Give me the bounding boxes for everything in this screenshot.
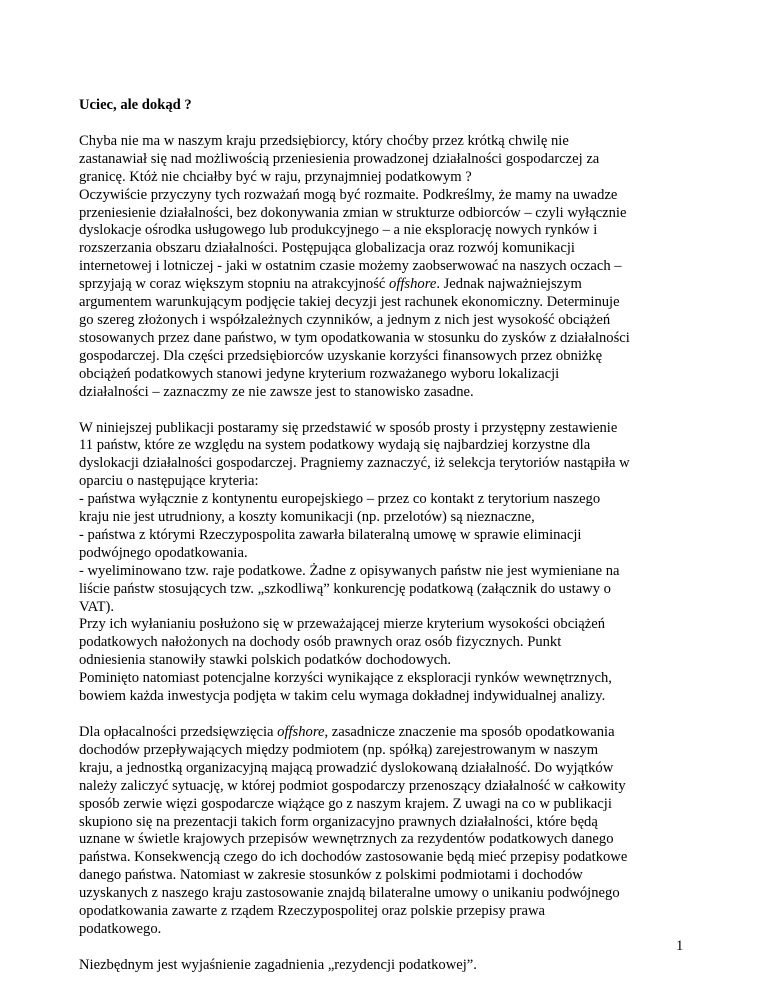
text-line: skupiono się na prezentacji takich form organizacyjno prawnych działalności, które będą — [79, 813, 598, 830]
text-line: stosowanych przez dane państwo, w tym opodatkowania w stosunku do zysków z działalności — [79, 329, 630, 346]
offshore-term: offshore — [389, 276, 437, 293]
text-line: Oczywiście przyczyny tych rozważań mogą być rozmaite. Podkreślmy, że mamy na uwadze — [79, 186, 618, 203]
text-line: sposób zerwie więzi gospodarcze wiążące go z naszym krajem. Z uwagi na co w publikacji — [79, 795, 612, 812]
text-line: rozszerzania obszaru działalności. Postępująca globalizacja oraz rozwój komunikacji — [79, 240, 575, 257]
paragraph-3 — [79, 724, 691, 939]
paragraph-4 — [79, 957, 691, 975]
text-line: zastanawiał się nad możliwością przeniesienia prowadzonej działalności gospodarczej za — [79, 150, 600, 167]
text-line: kraju nie jest utrudniony, a koszty komunikacji (np. przelotów) są nieznaczne, — [79, 509, 535, 526]
text-line: argumentem warunkującym podjęcie takiej decyzji jest rachunek ekonomiczny. Determinuje — [79, 294, 620, 311]
text-line: - wyeliminowano tzw. raje podatkowe. Żadne z opisywanych państw nie jest wymieniane na — [79, 562, 620, 579]
document-title: Uciec, ale dokąd ? — [79, 97, 192, 113]
text-line: internetowej i lotniczej - jaki w ostatnim czasie możemy zaobserwować na naszych oczach – — [79, 258, 622, 275]
offshore-term: offshore — [277, 724, 325, 740]
text-line: opodatkowania zawarte z rządem Rzeczypospolitej oraz polskie przepisy prawa — [79, 903, 545, 920]
page-number: 1 — [676, 938, 684, 954]
text-line: bowiem każda inwestycja podjęta w takim celu wymaga dokładnej indywidualnej analizy. — [79, 688, 606, 705]
text-line: W niniejszej publikacji postaramy się przedstawić w sposób prosty i przystępny zestawienie — [79, 419, 618, 436]
text-line: podatkowych nałożonych na dochody osób prawnych oraz osób fizycznych. Punkt — [79, 634, 562, 651]
text-line: liście państw stosujących tzw. „szkodliwą” konkurencję podatkową (załącznik do ustawy o — [79, 580, 611, 597]
text-line: odniesienia stanowiły stawki polskich podatków dochodowych. — [79, 652, 452, 669]
text-line: go szereg złożonych i współzależnych czynników, a jednym z nich jest wysokość obciążeń — [79, 311, 611, 328]
text-line: granicę. Któż nie chciałby być w raju, przynajmniej podatkowym ? — [79, 168, 472, 185]
text-line: podwójnego opodatkowania. — [79, 544, 248, 561]
text-line: - państwa z którymi Rzeczypospolita zawarła bilateralną umowę w sprawie eliminacji — [79, 526, 582, 543]
text-line: państwa. Konsekwencją czego do ich dochodów zastosowanie będą mieć przepisy podatkowe — [79, 849, 628, 866]
text-line: oparciu o następujące kryteria: — [79, 473, 259, 490]
text-line: VAT). — [79, 598, 115, 615]
text-line: - państwa wyłącznie z kontynentu europejskiego – przez co kontakt z terytorium naszego — [79, 491, 601, 508]
text-line: gospodarczej. Dla części przedsiębiorców uzyskanie korzyści finansowych przez obniżkę — [79, 347, 603, 364]
text-line: działalności – zaznaczmy ze nie zawsze jest to stanowisko zasadne. — [79, 383, 474, 400]
text-line: Pominięto natomiast potencjalne korzyści wynikające z eksploracji rynków wewnętrznych, — [79, 670, 612, 687]
text-line: dyslokacje ośrodka usługowego lub produkcyjnego – a nie eksplorację nowych rynków i — [79, 222, 598, 239]
text-line: danego państwa. Natomiast w zakresie stosunków z polskimi podmiotami i dochodów — [79, 867, 583, 884]
text-line: Dla opłacalności przedsięwzięcia offshore, zasadnicze znaczenie ma sposób opodatkowania — [79, 724, 615, 740]
text-line: Niezbędnym jest wyjaśnienie zagadnienia „rezydencji podatkowej”. — [79, 956, 477, 973]
text-line: 11 państw, które ze względu na system podatkowy wydają się najbardziej korzystne dla — [79, 437, 591, 454]
text-line: Chyba nie ma w naszym kraju przedsiębiorcy, który choćby przez krótką chwilę nie — [79, 132, 569, 149]
text-line: uznane w świetle krajowych przepisów wewnętrznych za rezydentów podatkowych danego — [79, 831, 614, 848]
text-line: podatkowego. — [79, 920, 162, 937]
text-line: obciążeń podatkowych stanowi jedyne kryterium rozważanego wyboru lokalizacji — [79, 365, 560, 382]
text-line: dochodów przepływających między podmiotem (np. spółką) zarejestrowanym w naszym — [79, 741, 599, 758]
text-line: przeniesienie działalności, bez dokonywania zmian w strukturze odbiorców – czyli wyłącznie — [79, 204, 627, 221]
text-line: Przy ich wyłanianiu posłużono się w przeważającej mierze kryterium wysokości obciążeń — [79, 616, 605, 633]
text-line: uzyskanych z naszego kraju zastosowanie znajdą bilateralne umowy o unikaniu podwójnego — [79, 885, 620, 902]
text-line: należy zaliczyć sytuację, w której podmiot gospodarczy przenoszący działalność w całkowity — [79, 777, 626, 794]
paragraph-1 — [79, 133, 691, 402]
text-line: kraju, a jednostką organizacyjną mającą prowadzić dyslokowaną działalność. Do wyjątków — [79, 759, 614, 776]
document-body — [79, 97, 691, 993]
text-line: sprzyjają w coraz większym stopniu na atrakcyjność offshore. Jednak najważniejszym — [79, 276, 582, 293]
paragraph-2 — [79, 420, 691, 707]
text-line: dyslokacji działalności gospodarczej. Pragniemy zaznaczyć, iż selekcja terytoriów nastąpiła w — [79, 455, 630, 472]
